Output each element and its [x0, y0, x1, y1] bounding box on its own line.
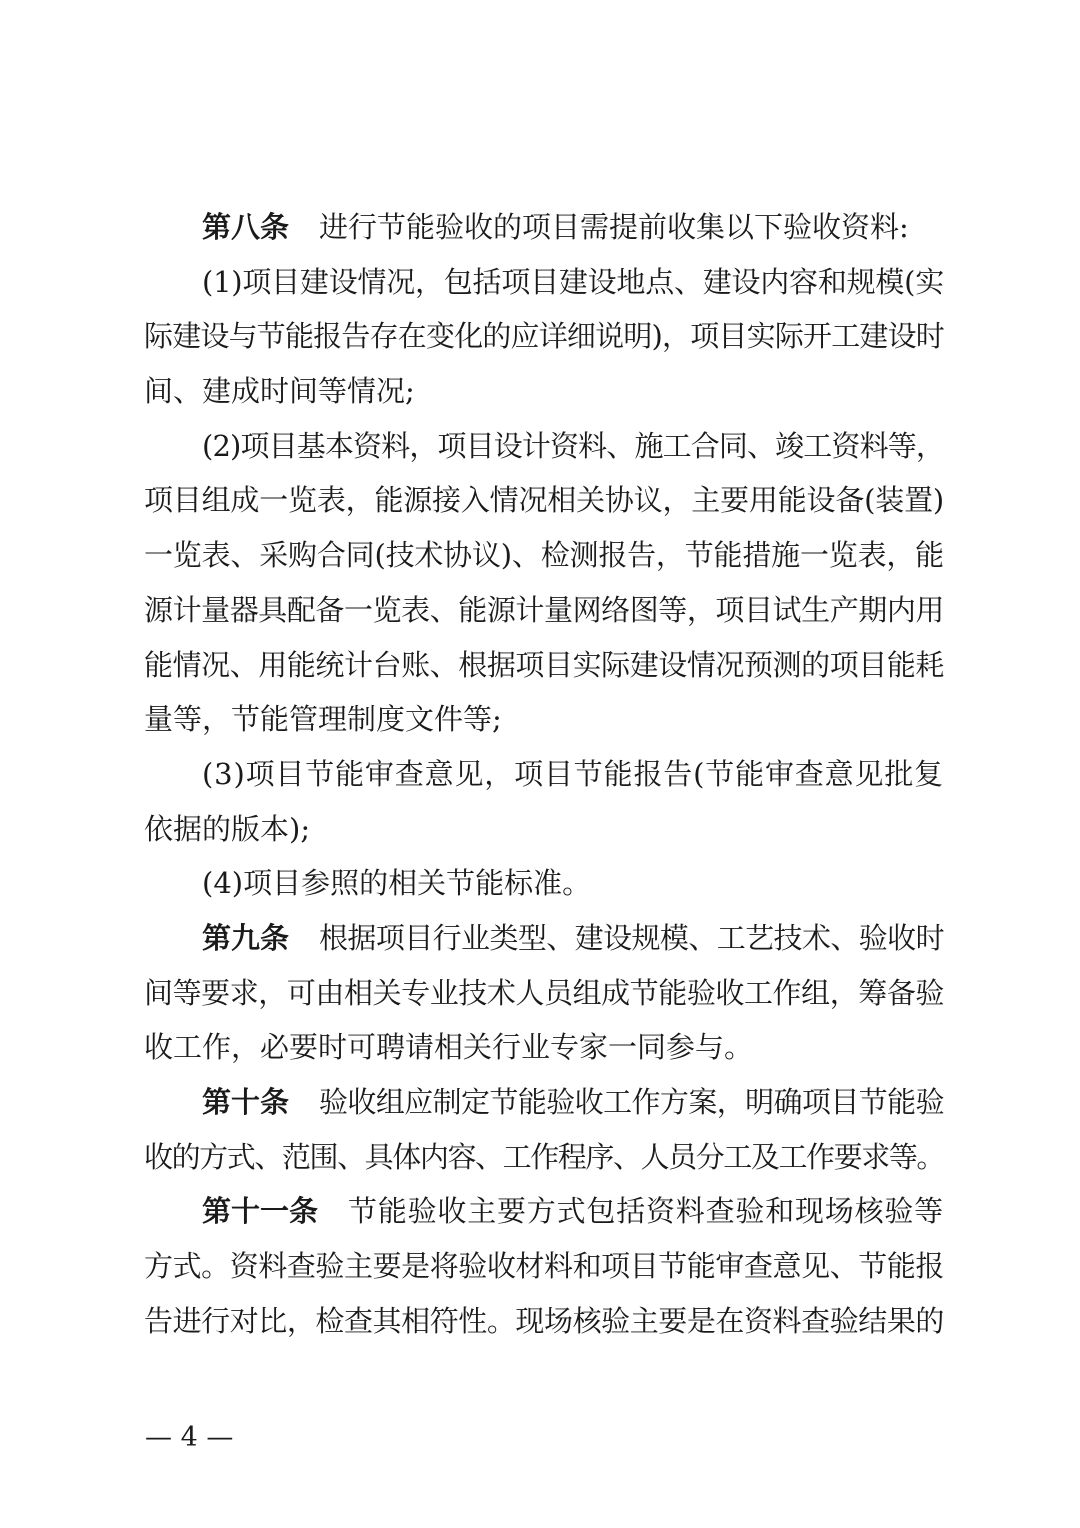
article-heading: 第十一条 [202, 1194, 319, 1229]
line-text: 间、建成时间等情况; [144, 374, 415, 409]
article-heading: 第八条 [202, 210, 290, 244]
text-line [144, 966, 944, 1021]
line-text: 量等，节能管理制度文件等; [144, 702, 502, 737]
line-text: 节能验收主要方式包括资料查验和现场核验等 [348, 1194, 944, 1229]
line-text: 收的方式、范围、具体内容、工作程序、人员分工及工作要求等。 [144, 1139, 944, 1174]
line-text: (3)项目节能审查意见，项目节能报告(节能审查意见批复 [202, 756, 944, 791]
text-line [144, 692, 944, 747]
line-text: (1)项目建设情况，包括项目建设地点、建设内容和规模(实 [202, 264, 944, 299]
line-text: 收工作，必要时可聘请相关行业专家一同参与。 [144, 1030, 754, 1065]
article-heading: 第九条 [202, 920, 290, 955]
text-line [144, 583, 944, 638]
text-line [144, 1294, 944, 1349]
line-text: 间等要求，可由相关专业技术人员组成节能验收工作组，筹备验 [144, 975, 944, 1010]
line-text: 能情况、用能统计台账、根据项目实际建设情况预测的项目能耗 [144, 647, 944, 682]
text-line [144, 802, 944, 857]
line-text: 进行节能验收的项目需提前收集以下验收资料: [319, 210, 909, 244]
text-line [144, 255, 944, 310]
text-line [144, 747, 944, 802]
text-line [144, 1184, 944, 1239]
line-text: 告进行对比，检查其相符性。现场核验主要是在资料查验结果的 [144, 1303, 944, 1338]
line-text: 验收组应制定节能验收工作方案，明确项目节能验 [319, 1085, 944, 1119]
text-line [144, 200, 944, 255]
body-text [144, 200, 944, 1348]
text-line [144, 528, 944, 583]
text-line [144, 309, 944, 364]
line-text: 项目组成一览表，能源接入情况相关协议，主要用能设备(装置) [144, 483, 944, 518]
line-text: (4)项目参照的相关节能标准。 [202, 866, 592, 901]
line-text: 源计量器具配备一览表、能源计量网络图等，项目试生产期内用 [144, 592, 944, 627]
text-line [144, 419, 944, 474]
text-line [144, 1075, 944, 1130]
line-text: (2)项目基本资料，项目设计资料、施工合同、竣工资料等， [202, 428, 944, 463]
text-line [144, 364, 944, 419]
line-text: 一览表、采购合同(技术协议)、检测报告，节能措施一览表，能 [144, 538, 944, 573]
line-text: 际建设与节能报告存在变化的应详细说明)，项目实际开工建设时 [144, 319, 944, 354]
line-text: 根据项目行业类型、建设规模、工艺技术、验收时 [319, 920, 944, 955]
text-line [144, 856, 944, 911]
text-line [144, 1239, 944, 1294]
line-text: 依据的版本); [144, 811, 311, 846]
text-line [144, 473, 944, 528]
text-line [144, 1130, 944, 1185]
text-line [144, 1020, 944, 1075]
article-heading: 第十条 [202, 1085, 290, 1119]
line-text: 方式。资料查验主要是将验收材料和项目节能审查意见、节能报 [144, 1249, 944, 1284]
text-line [144, 911, 944, 966]
page-number: — 4 — [145, 1422, 234, 1453]
text-line [144, 638, 944, 693]
